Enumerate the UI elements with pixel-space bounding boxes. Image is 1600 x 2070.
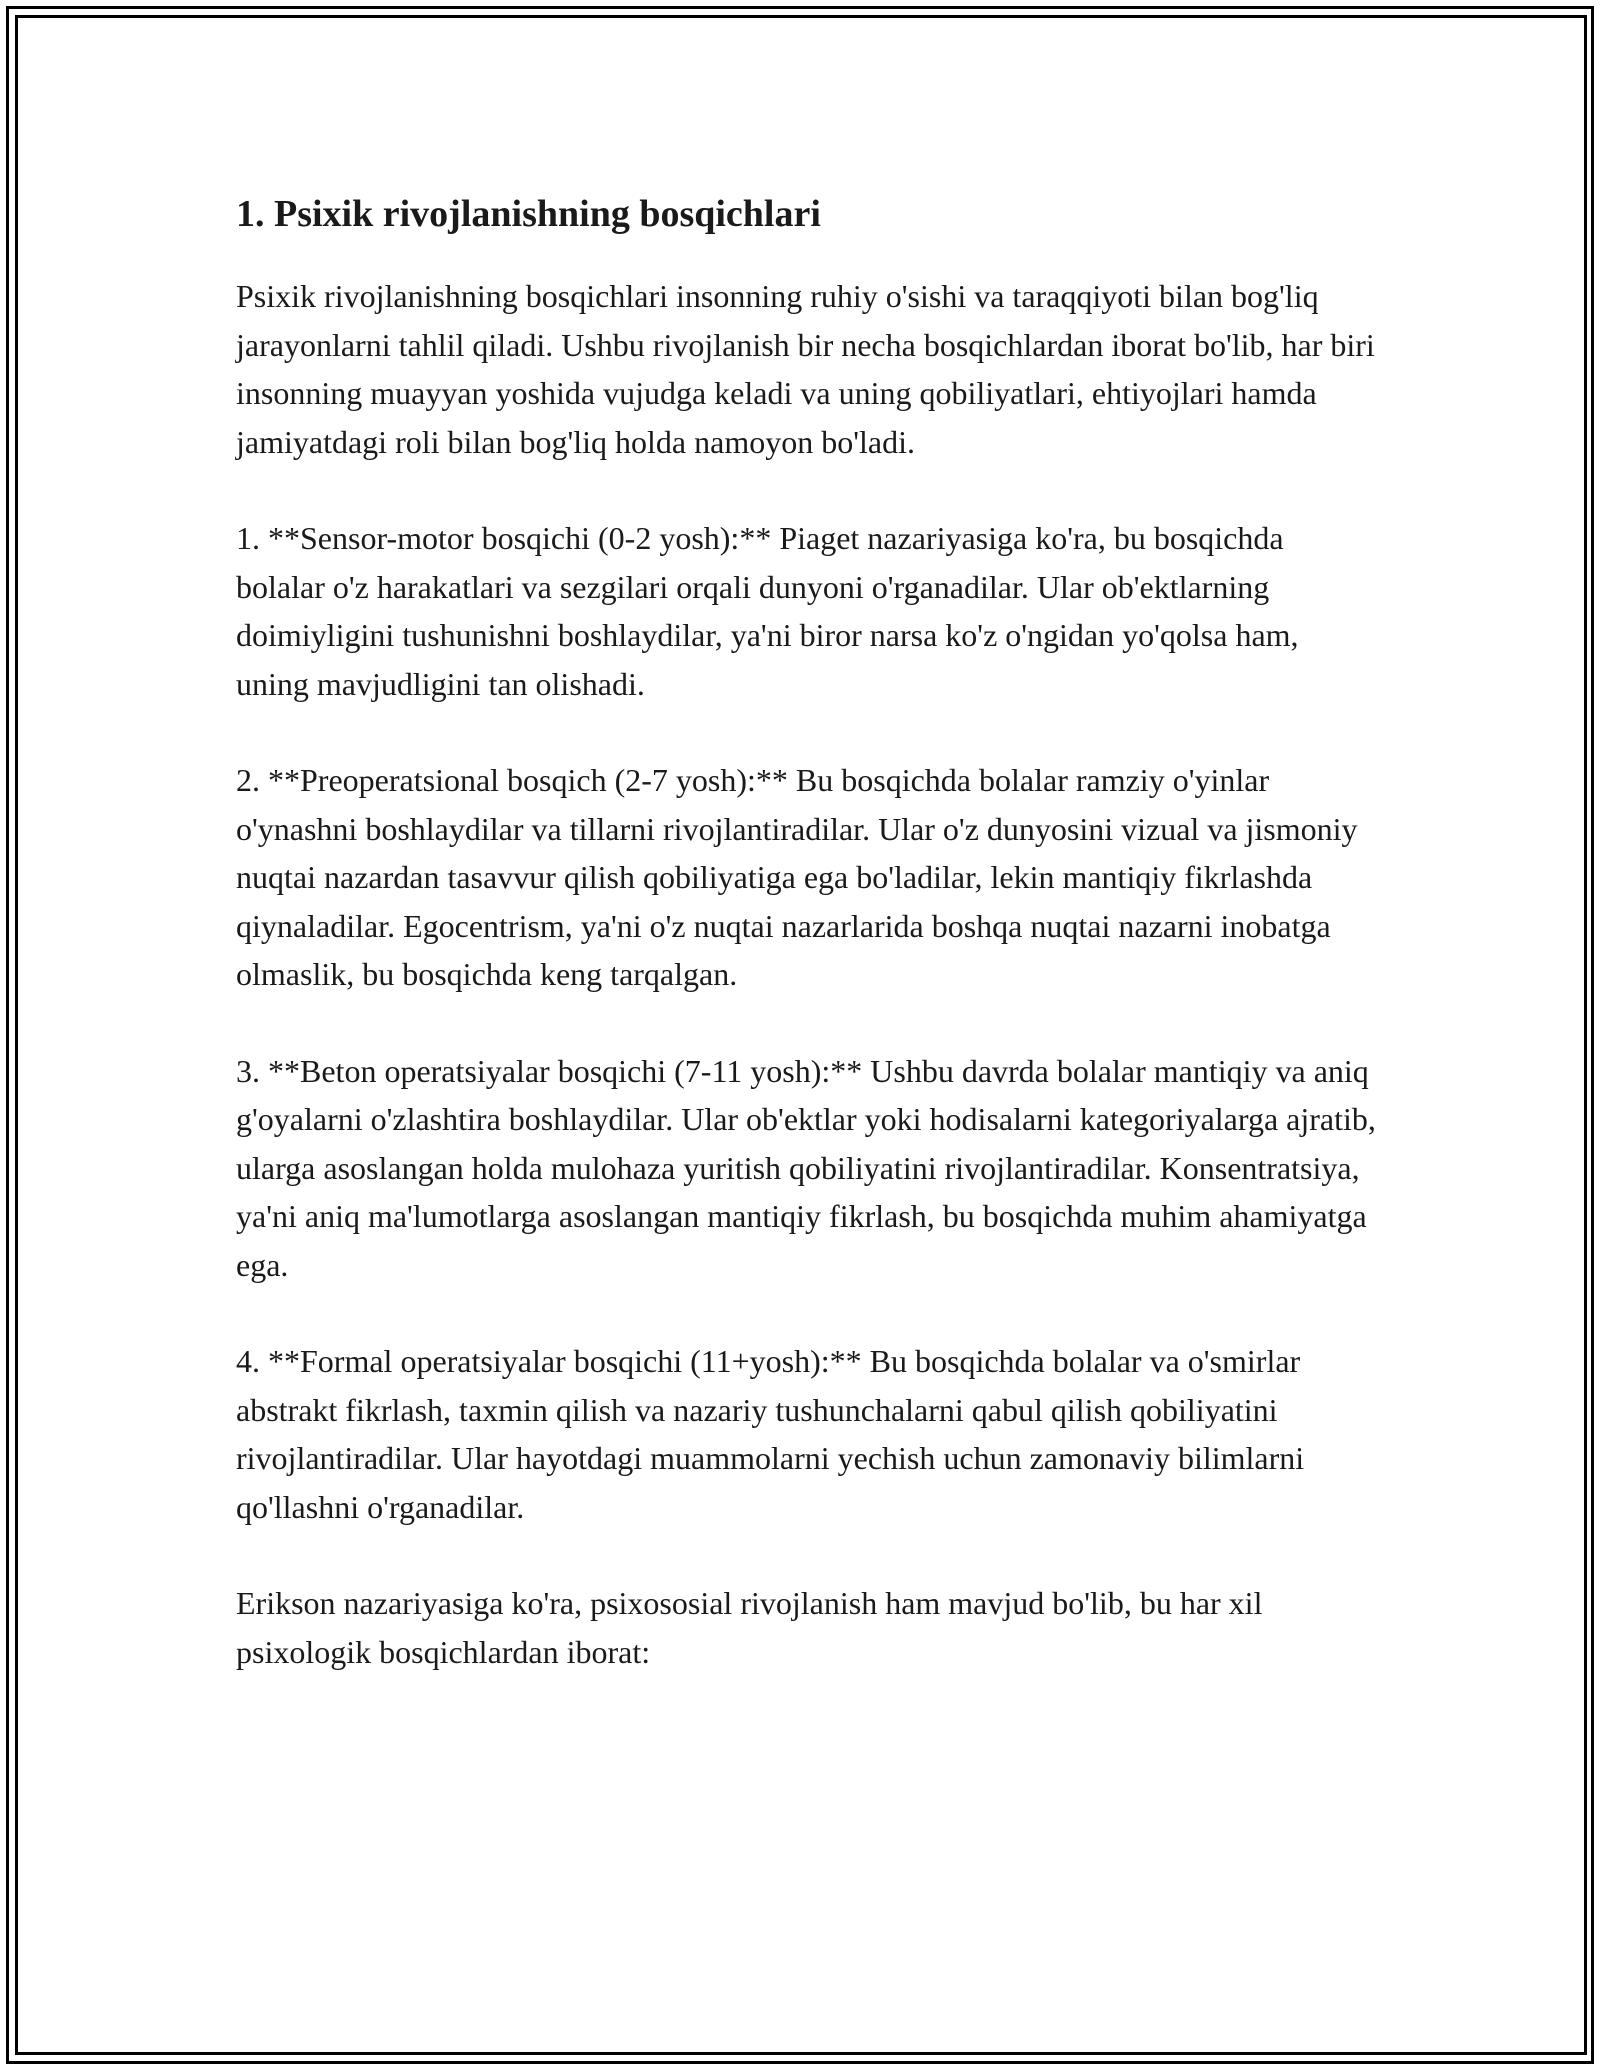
stage-1-paragraph: 1. **Sensor-motor bosqichi (0-2 yosh):** Piaget nazariyasiga ko'ra, bu bosqichda bolalar o'z harakatlari va sezgilari orqali dunyoni o'rganadilar. Ular ob'ektlarning doimiyligini tushunishni boshlaydilar, ya'ni biror narsa ko'z o'ngidan yo'qolsa ham, uning mavjudligini tan olishadi. (236, 520, 1299, 702)
stage-2-paragraph: 2. **Preoperatsional bosqich (2-7 yosh):** Bu bosqichda bolalar ramziy o'yinlar o'ynashni boshlaydilar va tillarni rivojlantiradilar. Ular o'z dunyosini vizual va jismoniy nuqtai nazardan tasavvur qilish qobiliyatiga ega bo'ladilar, lekin mantiqiy fikrlashda qiynaladilar. Egocentrism, ya'ni o'z nuqtai nazarlarida boshqa nuqtai nazarni inobatga olmaslik, bu bosqichda keng tarqalgan. (236, 762, 1358, 992)
section-heading: 1. Psixik rivojlanishning bosqichlari (236, 193, 821, 235)
erikson-paragraph: Erikson nazariyasiga ko'ra, psixososial rivojlanish ham mavjud bo'lib, bu har xil psixologik bosqichlardan iborat: (236, 1585, 1263, 1670)
stage-4-paragraph: 4. **Formal operatsiyalar bosqichi (11+yosh):** Bu bosqichda bolalar va o'smirlar abstrakt fikrlash, taxmin qilish va nazariy tushunchalarni qabul qilish qobiliyatini rivojlantiradilar. Ular hayotdagi muammolarni yechish uchun zamonaviy bilimlarni qo'llashni o'rganadilar. (236, 1343, 1305, 1525)
document-body (236, 186, 1376, 1724)
stage-3-paragraph: 3. **Beton operatsiyalar bosqichi (7-11 yosh):** Ushbu davrda bolalar mantiqiy va aniq g'oyalarni o'zlashtira boshlaydilar. Ular ob'ektlar yoki hodisalarni kategoriyalarga ajratib, ularga asoslangan holda mulohaza yuritish qobiliyatini rivojlantiradilar. Konsentratsiya, ya'ni aniq ma'lumotlarga asoslangan mantiqiy fikrlash, bu bosqichda muhim ahamiyatga ega. (236, 1052, 1376, 1283)
intro-paragraph: Psixik rivojlanishning bosqichlari insonning ruhiy o'sishi va taraqqiyoti bilan bog'liq jarayonlarni tahlil qiladi. Ushbu rivojlanish bir necha bosqichlardan iborat bo'lib, har biri insonning muayyan yoshida vujudga keladi va uning qobiliyatlari, ehtiyojlari hamda jamiyatdagi roli bilan bog'liq holda namoyon bo'ladi. (236, 278, 1375, 460)
